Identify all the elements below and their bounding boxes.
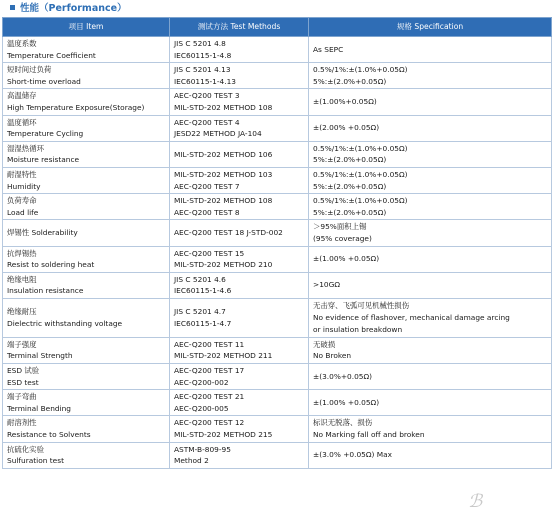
cell-text: AEC-Q200 TEST 12: [174, 418, 245, 428]
cell-text: ESD test: [7, 377, 39, 387]
cell-item: [3, 37, 170, 63]
cell-text: No evidence of flashover, mechanical damage arcing: [313, 313, 510, 323]
cell-text: No Broken: [313, 351, 352, 361]
cell-text: 短时间过负荷: [7, 65, 52, 75]
cell-text: Load life: [7, 207, 39, 217]
table-row: [3, 390, 552, 416]
cell-method: [170, 37, 309, 63]
cell-spec: [309, 63, 552, 89]
table-body: [3, 37, 552, 469]
cell-text: 0.5%/1%:±(1.0%+0.05Ω): [313, 169, 408, 179]
cell-spec: [309, 220, 552, 246]
header-item: 项目 Item: [3, 18, 170, 37]
cell-text: 0.5%/1%:±(1.0%+0.05Ω): [313, 65, 408, 75]
header-test-methods: 测试方法 Test Methods: [170, 18, 309, 37]
cell-method: [170, 442, 309, 468]
table-row: [3, 63, 552, 89]
table-row: [3, 442, 552, 468]
cell-text: 绝缘耐压: [7, 307, 37, 317]
cell-text: No Marking fall off and broken: [313, 430, 425, 440]
table-row: [3, 416, 552, 442]
cell-spec: [309, 298, 552, 337]
header-specification: 规格 Specification: [309, 18, 552, 37]
cell-text: MIL-STD-202 METHOD 215: [174, 430, 273, 440]
table-row: [3, 364, 552, 390]
table-row: [3, 89, 552, 115]
cell-text: 5%:±(2.0%+0.05Ω): [313, 207, 387, 217]
cell-text: Temperature Cycling: [7, 129, 84, 139]
cell-spec: [309, 337, 552, 363]
section-title-text: 性能（Performance）: [20, 3, 127, 14]
cell-spec: [309, 390, 552, 416]
cell-text: 5%:±(2.0%+0.05Ω): [313, 155, 387, 165]
cell-item: [3, 364, 170, 390]
cell-item: [3, 220, 170, 246]
table-row: [3, 298, 552, 337]
cell-method: [170, 246, 309, 272]
cell-text: Resist to soldering heat: [7, 260, 95, 270]
cell-text: IEC60115-1-4.13: [174, 76, 237, 86]
cell-spec: [309, 89, 552, 115]
cell-text: IEC60115-1-4.8: [174, 50, 232, 60]
cell-method: [170, 298, 309, 337]
cell-item: [3, 167, 170, 193]
cell-text: 标识无脱落、损伤: [313, 418, 373, 428]
cell-text: JESD22 METHOD JA-104: [174, 129, 262, 139]
cell-text: AEC-Q200 TEST 18 J-STD-002: [174, 228, 283, 238]
table-row: [3, 246, 552, 272]
cell-text: 无击穿、飞弧可见机械性损伤: [313, 301, 410, 311]
cell-item: [3, 63, 170, 89]
cell-method: [170, 194, 309, 220]
cell-method: [170, 390, 309, 416]
cell-text: or insulation breakdown: [313, 324, 403, 334]
cell-text: (95% coverage): [313, 233, 372, 243]
cell-method: [170, 337, 309, 363]
cell-item: [3, 89, 170, 115]
cell-text: >10GΩ: [313, 280, 340, 290]
cell-text: ESD 试验: [7, 366, 40, 376]
cell-spec: [309, 37, 552, 63]
cell-method: [170, 167, 309, 193]
section-title: [10, 2, 127, 16]
cell-method: [170, 220, 309, 246]
cell-text: 耐溶剂性: [7, 418, 37, 428]
cell-text: Terminal Bending: [7, 403, 72, 413]
cell-spec: [309, 442, 552, 468]
cell-text: ±(1.00%+0.05Ω): [313, 97, 377, 107]
cell-text: Humidity: [7, 181, 41, 191]
cell-text: 无破损: [313, 339, 336, 349]
cell-text: 0.5%/1%:±(1.0%+0.05Ω): [313, 143, 408, 153]
table-row: [3, 220, 552, 246]
cell-text: 绝缘电阻: [7, 274, 37, 284]
cell-method: [170, 63, 309, 89]
cell-item: [3, 337, 170, 363]
table-row: [3, 272, 552, 298]
cell-text: Sulfuration test: [7, 456, 64, 466]
cell-item: [3, 115, 170, 141]
cell-text: 端子弯曲: [7, 392, 37, 402]
table-row: [3, 141, 552, 167]
cell-method: [170, 141, 309, 167]
cell-spec: [309, 115, 552, 141]
cell-text: ±(3.0% +0.05Ω) Max: [313, 450, 393, 460]
cell-text: AEC-Q200 TEST 7: [174, 181, 240, 191]
cell-text: JIS C 5201 4.8: [174, 39, 226, 48]
table-row: [3, 337, 552, 363]
cell-text: 负荷寿命: [7, 196, 37, 206]
cell-text: Terminal Strength: [7, 351, 73, 361]
watermark-logo: ℬ: [468, 491, 483, 512]
performance-table: [2, 17, 552, 469]
cell-text: 焊锡性 Solderability: [7, 228, 78, 238]
cell-text: ±(2.00% +0.05Ω): [313, 123, 380, 133]
cell-text: IEC60115-1-4.6: [174, 286, 232, 296]
cell-text: 0.5%/1%:±(1.0%+0.05Ω): [313, 196, 408, 206]
cell-text: AEC-Q200 TEST 8: [174, 207, 240, 217]
cell-text: Resistance to Solvents: [7, 430, 91, 440]
cell-text: MIL-STD-202 METHOD 210: [174, 260, 273, 270]
cell-text: JIS C 5201 4.7: [174, 307, 226, 317]
cell-text: ±(1.00% +0.05Ω): [313, 398, 380, 408]
cell-text: AEC-Q200-005: [174, 403, 229, 413]
cell-text: 抗焊锡热: [7, 248, 37, 258]
cell-text: AEC-Q200 TEST 11: [174, 339, 245, 349]
cell-spec: [309, 167, 552, 193]
cell-text: JIS C 5201 4.13: [174, 65, 231, 75]
cell-text: MIL-STD-202 METHOD 211: [174, 351, 273, 361]
cell-spec: [309, 141, 552, 167]
cell-text: AEC-Q200 TEST 4: [174, 117, 240, 127]
cell-text: 温度循环: [7, 117, 37, 127]
cell-text: AEC-Q200 TEST 21: [174, 392, 245, 402]
cell-text: Short-time overload: [7, 76, 81, 86]
cell-item: [3, 416, 170, 442]
table-header-row: [3, 18, 552, 37]
bullet-icon: [10, 5, 15, 10]
cell-text: ＞95%面积上锡: [313, 222, 367, 232]
cell-spec: [309, 416, 552, 442]
cell-spec: [309, 246, 552, 272]
cell-text: JIS C 5201 4.6: [174, 274, 226, 284]
table-row: [3, 37, 552, 63]
cell-text: ±(3.0%+0.05Ω): [313, 371, 373, 381]
cell-item: [3, 390, 170, 416]
cell-text: High Temperature Exposure(Storage): [7, 102, 145, 112]
cell-spec: [309, 194, 552, 220]
cell-text: 高温储存: [7, 91, 37, 101]
cell-item: [3, 194, 170, 220]
cell-spec: [309, 364, 552, 390]
cell-text: IEC60115-1-4.7: [174, 318, 232, 328]
cell-text: As SEPC: [313, 44, 344, 54]
cell-text: 5%:±(2.0%+0.05Ω): [313, 76, 387, 86]
cell-text: MIL-STD-202 METHOD 108: [174, 196, 273, 206]
cell-text: Method 2: [174, 456, 209, 466]
cell-text: 耐湿特性: [7, 169, 37, 179]
cell-text: AEC-Q200 TEST 3: [174, 91, 240, 101]
cell-item: [3, 272, 170, 298]
cell-text: Insulation resistance: [7, 286, 84, 296]
cell-text: Moisture resistance: [7, 155, 80, 165]
cell-text: AEC-Q200-002: [174, 377, 229, 387]
cell-text: 5%:±(2.0%+0.05Ω): [313, 181, 387, 191]
cell-text: 温度系数: [7, 39, 37, 48]
cell-text: AEC-Q200 TEST 17: [174, 366, 245, 376]
table-row: [3, 194, 552, 220]
cell-text: AEC-Q200 TEST 15: [174, 248, 245, 258]
cell-method: [170, 416, 309, 442]
cell-text: 端子强度: [7, 339, 37, 349]
cell-text: MIL-STD-202 METHOD 108: [174, 102, 273, 112]
cell-text: MIL-STD-202 METHOD 103: [174, 169, 273, 179]
cell-text: MIL-STD-202 METHOD 106: [174, 149, 273, 159]
cell-method: [170, 115, 309, 141]
cell-item: [3, 442, 170, 468]
cell-spec: [309, 272, 552, 298]
table-row: [3, 115, 552, 141]
cell-text: 湿湿热循环: [7, 143, 44, 153]
table-row: [3, 167, 552, 193]
cell-item: [3, 298, 170, 337]
cell-text: ASTM-B-809-95: [174, 444, 231, 454]
cell-item: [3, 246, 170, 272]
cell-text: 抗硫化实验: [7, 444, 44, 454]
cell-method: [170, 364, 309, 390]
cell-item: [3, 141, 170, 167]
cell-method: [170, 272, 309, 298]
cell-method: [170, 89, 309, 115]
cell-text: Temperature Coefficient: [7, 50, 96, 60]
cell-text: Dielectric withstanding voltage: [7, 318, 123, 328]
cell-text: ±(1.00% +0.05Ω): [313, 254, 380, 264]
